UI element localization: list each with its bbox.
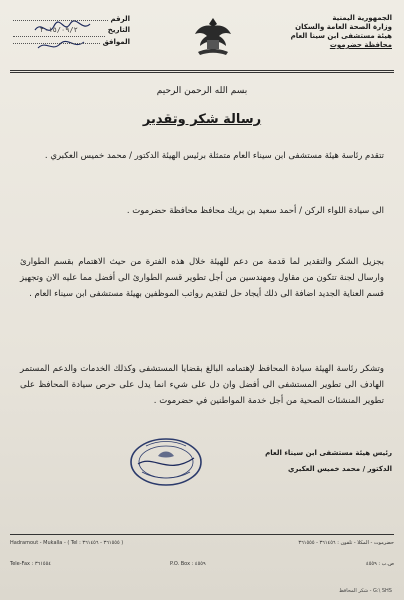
date-value: ٢٠١٥/٠٩/٢ [13, 25, 105, 37]
reference-block [10, 14, 130, 48]
letter-title-text: رسالة شكر وتقدير [142, 112, 262, 127]
paragraph-closing [20, 361, 384, 409]
reference-number-label: الرقم [110, 15, 130, 23]
paragraph-text: تتقدم رئاسة هيئة مستشفى ابن سيناء العام متمثلة برئيس الهيئة الدكتور / محمد خميس العكبري . [44, 151, 384, 161]
issuer-line-governorate: محافظة حضرموت [329, 41, 392, 49]
paragraph-text: الى سيادة اللواء الركن / أحمد سعيد بن بريك محافظ محافظة حضرموت . [126, 206, 384, 216]
signatory-title: رئيس هيئة مستشفى ابن سيناء العام [265, 449, 392, 457]
hijri-date-label: الموافق [102, 38, 130, 46]
footer-po-box [130, 540, 250, 568]
paragraph-text: بجزيل الشكر والتقدير لما قدمة من دعم للهيئة خلال هذه الفترة من حيث الاهتمام بقسم الطوارئ وارسال لجنة تتكون من مقاول ومهندسين من أجل تطوير قسم الطوارئ الى أفضل مما عليه الان وتجهيز قسم العناية الجديد اضافة الى ذلك أيجاد حل لتقديم رواتب الموظفين بهيئة مستشفى ابن سيناء العام . [20, 257, 384, 299]
reference-number-value [13, 20, 108, 21]
issuer-line-ministry: وزارة الصحة العامة والسكان [295, 23, 392, 31]
footer-divider [10, 534, 394, 535]
hijri-date-row [10, 37, 130, 48]
file-reference-note: شكر المحافظ - G:\ SHS [339, 588, 392, 594]
footer-fax-line: Tele-Fax : ٣٦١٥٥٤ [10, 561, 51, 567]
issuer-block [272, 14, 392, 50]
paragraph-intro [20, 148, 384, 164]
footer-arabic-po-line: ص.ب : ٤٥٥٩ [366, 561, 394, 567]
date-row [10, 25, 130, 37]
national-emblem-icon [190, 14, 236, 60]
header-divider-thin [10, 72, 394, 73]
footer-arabic-address-line: حضرموت - المكلا - تلفون : ٣٦١٤٥٦ - ٣٦١٥٥٥ [298, 540, 394, 546]
hijri-date-value [13, 43, 100, 44]
basmala: بسم الله الرحمن الرحيم [156, 86, 248, 96]
paragraph-recipient [20, 203, 384, 219]
footer-contact-arabic [244, 540, 394, 568]
header-divider [10, 70, 394, 71]
paragraph-thanks [20, 254, 384, 302]
reference-number-row [10, 14, 130, 25]
footer-address-line: Hadramout - Mukalla - ( Tel : ٣٦١٥٥٥ - ٣٦١٤٥٦ ) [10, 540, 124, 546]
paragraph-text: وتشكر رئاسة الهيئة سيادة المحافظ لإهتمامه البالغ بقضايا المستشفى وكذلك الخدمات والدعم المستمر الهادف الى تطوير المستشفى الى أفضل وان دل على شيء انما يدل على حرص سيادة المحافظ على تطوير المنشئات الصحية من أجل خدمة المواطنين في حضرموت . [20, 364, 384, 406]
official-stamp [128, 436, 204, 488]
issuer-line-hospital: هيئة مستشفى ابن سينا العام [290, 32, 392, 40]
footer-po-box-line: P.O. Box : ٤٥٥٩ [170, 561, 206, 567]
signature-block [262, 445, 392, 477]
footer-contact-latin [10, 540, 125, 568]
letter-title [0, 112, 404, 127]
signatory-name: الدكتور / محمد خميس العكبري [287, 465, 392, 473]
issuer-line-country: الجمهورية اليمنية [332, 14, 392, 22]
date-label: التاريخ [107, 26, 130, 34]
